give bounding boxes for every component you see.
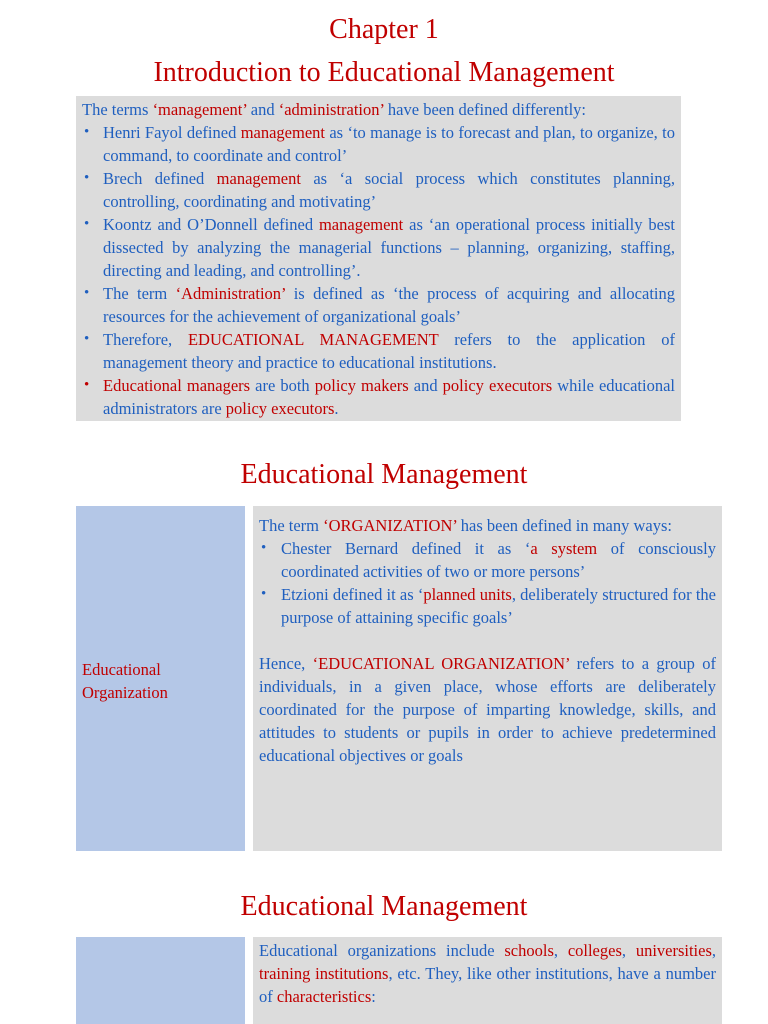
list-item: • Brech defined management as ‘a social process which constitutes planning, controlling, coordinating and motivating’ [84,169,675,211]
row-label [76,506,245,851]
hence-paragraph: Hence, ‘EDUCATIONAL ORGANIZATION’ refers to a group of individuals, in a given place, whose efforts are deliberately coordinated for the purpose of imparting knowledge, skills, and attitudes to students or pupils in order to achieve predetermined educational objectives or goals [259,654,717,765]
section-title: Educational Management [240,891,528,922]
list-item: • Koontz and O’Donnell defined management as ‘an operational process initially best dissected by analyzing the managerial functions – planning, organizing, staffing, directing and leading, and controlling’. [84,215,675,280]
chapter-title: Chapter 1 [329,14,439,45]
list-item: • Educational managers are both policy makers and policy executors while educational administrators are policy executors. [84,376,676,418]
bullet-icon: • [84,124,90,140]
characteristics-paragraph: Educational organizations include schools, colleges, universities, training institutions, etc. They, like other institutions, have a number of characteristics: [259,941,717,1006]
row-label [76,937,245,1024]
page-title: Introduction to Educational Management [153,57,615,88]
row-content [253,506,722,851]
label-text: Educational Organization [82,660,168,702]
definition-lead: The term ‘ORGANIZATION’ has been defined in many ways: [259,516,672,535]
row-content [253,937,722,1024]
bullet-icon: • [84,216,90,232]
section-title: Educational Management [240,459,528,490]
bullet-icon: • [84,377,90,393]
bullet-icon: • [84,331,90,347]
intro-list [82,121,675,420]
intro-box [76,96,681,421]
list-item: • Etzioni defined it as ‘planned units, deliberately structured for the purpose of attaining specific goals’ [261,585,716,627]
definition-list [259,537,716,629]
list-item: • Henri Fayol defined management as ‘to manage is to forecast and plan, to organize, to command, to coordinate and control’ [84,123,675,165]
bullet-icon: • [261,586,267,602]
intro-lead: The terms ‘management’ and ‘administration’ have been defined differently: [82,100,586,119]
list-item: • Chester Bernard defined it as ‘a system of consciously coordinated activities of two or more persons’ [261,539,716,581]
bullet-icon: • [261,540,267,556]
list-item: • Therefore, EDUCATIONAL MANAGEMENT refers to the application of management theory and practice to educational institutions. [84,330,675,372]
list-item: • The term ‘Administration’ is defined as ‘the process of acquiring and allocating resources for the achievement of organizational goals’ [84,284,675,326]
bullet-icon: • [84,285,90,301]
bullet-icon: • [84,170,90,186]
